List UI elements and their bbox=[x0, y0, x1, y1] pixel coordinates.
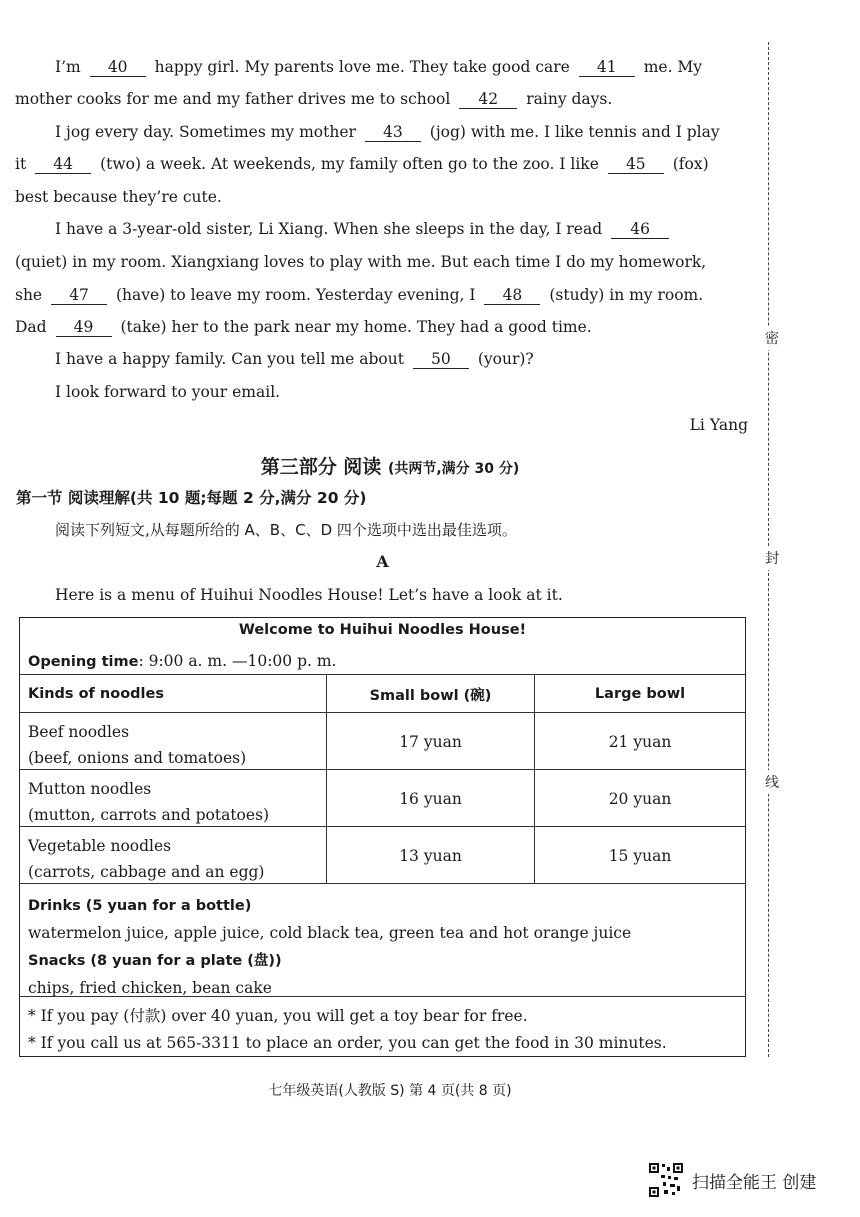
cloze-line-5: best because they’re cute. bbox=[15, 188, 222, 206]
text: (fox) bbox=[672, 155, 709, 173]
price-small: 17 yuan bbox=[399, 732, 462, 751]
text: it bbox=[15, 155, 27, 173]
table-row bbox=[20, 826, 745, 884]
blank-47: 47 bbox=[51, 286, 107, 305]
text: she bbox=[15, 286, 43, 304]
part-title bbox=[0, 452, 780, 479]
noodle-desc: (beef, onions and tomatoes) bbox=[28, 749, 247, 767]
cloze-line-8 bbox=[15, 284, 703, 306]
scanner-watermark bbox=[648, 1162, 816, 1198]
menu-title: Welcome to Huihui Noodles House! bbox=[238, 622, 527, 638]
blank-42: 42 bbox=[459, 90, 517, 109]
text: rainy days. bbox=[526, 90, 613, 108]
cloze-line-11: I look forward to your email. bbox=[55, 383, 281, 401]
cloze-line-2 bbox=[15, 88, 612, 110]
blank-45: 45 bbox=[608, 155, 664, 174]
blank-49: 49 bbox=[56, 318, 112, 337]
blank-40: 40 bbox=[90, 58, 146, 77]
scanner-text: 扫描全能王 创建 bbox=[692, 1172, 817, 1193]
snacks-label: Snacks bbox=[28, 953, 86, 969]
text: I have a happy family. Can you tell me about bbox=[55, 350, 404, 368]
page-footer: 七年级英语(人教版 S) 第 4 页(共 8 页) bbox=[268, 1083, 512, 1099]
table-header-row bbox=[20, 674, 745, 713]
passage-label: A bbox=[376, 552, 389, 571]
text: me. My bbox=[643, 58, 703, 76]
drinks-label: Drinks bbox=[28, 898, 81, 914]
text: happy girl. My parents love me. They take good care bbox=[154, 58, 570, 76]
noodle-name: Mutton noodles bbox=[28, 780, 152, 798]
blank-46: 46 bbox=[611, 220, 669, 239]
noodle-name: Vegetable noodles bbox=[28, 837, 172, 855]
drinks-heading bbox=[28, 892, 631, 920]
blank-50: 50 bbox=[413, 350, 469, 369]
price-large: 20 yuan bbox=[608, 789, 672, 808]
section-title: 第一节 阅读理解(共 10 题;每题 2 分,满分 20 分) bbox=[16, 489, 367, 507]
side-mark-feng: 封 bbox=[765, 546, 779, 570]
text: I have a 3-year-old sister, Li Xiang. When she sleeps in the day, I read bbox=[55, 220, 603, 238]
cloze-line-10 bbox=[55, 348, 534, 370]
text: Dad bbox=[15, 318, 47, 336]
blank-41: 41 bbox=[579, 58, 635, 77]
drinks-snacks-block bbox=[20, 883, 745, 997]
cloze-line-4 bbox=[15, 153, 709, 175]
passage-intro: Here is a menu of Huihui Noodles House! Let’s have a look at it. bbox=[55, 586, 563, 604]
text: I jog every day. Sometimes my mother bbox=[55, 123, 356, 141]
note: * If you call us at 565-3311 to place an order, you can get the food in 30 minutes. bbox=[28, 1034, 667, 1052]
opening-label: Opening time bbox=[28, 654, 139, 670]
cloze-line-6 bbox=[55, 218, 673, 240]
price-large: 21 yuan bbox=[608, 732, 672, 751]
cloze-line-1 bbox=[55, 56, 702, 78]
signature: Li Yang bbox=[689, 416, 748, 434]
price-large: 15 yuan bbox=[608, 846, 672, 865]
text: (your)? bbox=[477, 350, 534, 368]
text: (have) to leave my room. Yesterday evening, I bbox=[116, 286, 476, 304]
blank-48: 48 bbox=[484, 286, 540, 305]
part-subtitle: (共两节,满分 30 分) bbox=[387, 461, 520, 477]
price-small: 16 yuan bbox=[399, 789, 462, 808]
side-mark-xian: 线 bbox=[765, 770, 779, 794]
opening-time bbox=[28, 652, 336, 670]
side-mark-mi: 密 bbox=[765, 326, 779, 350]
text: (jog) with me. I like tennis and I play bbox=[429, 123, 720, 141]
text: (study) in my room. bbox=[549, 286, 704, 304]
snacks-list: chips, fried chicken, bean cake bbox=[28, 979, 272, 997]
notes-block bbox=[20, 996, 745, 1057]
header-kinds: Kinds of noodles bbox=[28, 686, 164, 702]
noodle-desc: (carrots, cabbage and an egg) bbox=[28, 863, 265, 881]
noodle-desc: (mutton, carrots and potatoes) bbox=[28, 806, 270, 824]
header-small: Small bowl (碗) bbox=[369, 687, 492, 704]
text: (take) her to the park near my home. They had a good time. bbox=[120, 318, 592, 336]
drinks-list: watermelon juice, apple juice, cold black tea, green tea and hot orange juice bbox=[28, 924, 632, 942]
table-row bbox=[20, 712, 745, 770]
cloze-line-9 bbox=[15, 316, 592, 338]
blank-44: 44 bbox=[35, 155, 91, 174]
snacks-heading bbox=[28, 947, 631, 975]
blank-43: 43 bbox=[365, 123, 421, 142]
opening-hours: : 9:00 a. m. —10:00 p. m. bbox=[138, 652, 337, 670]
instruction: 阅读下列短文,从每题所给的 A、B、C、D 四个选项中选出最佳选项。 bbox=[55, 521, 517, 539]
text: I’m bbox=[55, 58, 81, 76]
table-row bbox=[20, 769, 745, 827]
snacks-price: (8 yuan for a plate (盘)) bbox=[90, 953, 282, 969]
part-title-text: 第三部分 阅读 bbox=[260, 456, 382, 478]
note: * If you pay (付款) over 40 yuan, you will get a toy bear for free. bbox=[28, 1007, 528, 1025]
header-large: Large bowl bbox=[594, 686, 686, 702]
price-small: 13 yuan bbox=[399, 846, 462, 865]
cloze-line-7: (quiet) in my room. Xiangxiang loves to play with me. But each time I do my homework, bbox=[15, 253, 707, 271]
text: (two) a week. At weekends, my family often go to the zoo. I like bbox=[100, 155, 599, 173]
noodle-name: Beef noodles bbox=[28, 723, 130, 741]
qr-code-icon bbox=[648, 1162, 684, 1198]
cloze-line-3 bbox=[55, 121, 720, 143]
drinks-price: (5 yuan for a bottle) bbox=[85, 898, 252, 914]
menu-table bbox=[19, 617, 746, 1057]
text: mother cooks for me and my father drives me to school bbox=[15, 90, 451, 108]
